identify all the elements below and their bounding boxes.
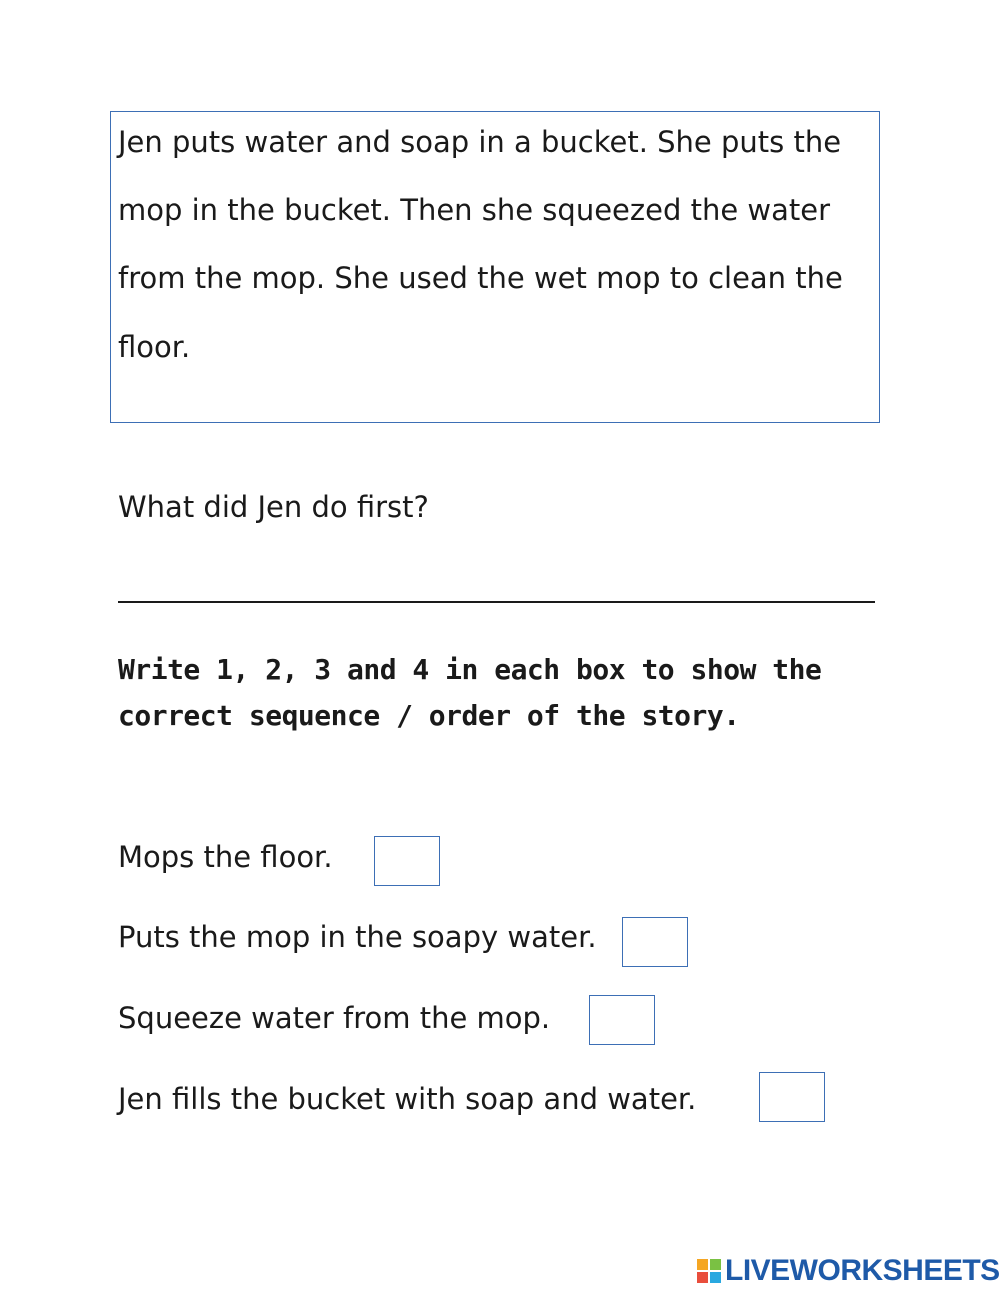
sequence-item-2-box[interactable] bbox=[622, 917, 688, 967]
liveworksheets-logo bbox=[697, 1253, 1000, 1289]
answer-line[interactable] bbox=[118, 601, 875, 603]
sequence-item-2-text: Puts the mop in the soapy water. bbox=[118, 920, 597, 954]
logo-text: LIVEWORKSHEETS bbox=[725, 1254, 1000, 1287]
sequence-item-3-text: Squeeze water from the mop. bbox=[118, 1001, 551, 1035]
liveworksheets-logo-icon bbox=[697, 1259, 721, 1283]
instruction-line-2: correct sequence / order of the story. bbox=[118, 699, 740, 732]
story-line-2: mop in the bucket. Then she squeezed the water bbox=[118, 193, 831, 227]
sequence-item-4-box[interactable] bbox=[759, 1072, 825, 1122]
story-line-1: Jen puts water and soap in a bucket. She puts the bbox=[118, 125, 842, 159]
story-line-3: from the mop. She used the wet mop to clean the bbox=[118, 261, 843, 295]
sequence-item-3-box[interactable] bbox=[589, 995, 655, 1045]
instruction-line-1: Write 1, 2, 3 and 4 in each box to show the bbox=[118, 653, 822, 686]
sequence-item-4-text: Jen fills the bucket with soap and water. bbox=[118, 1082, 697, 1116]
question-text: What did Jen do first? bbox=[118, 490, 429, 524]
sequence-item-1-text: Mops the floor. bbox=[118, 840, 333, 874]
sequence-item-1-box[interactable] bbox=[374, 836, 440, 886]
story-line-4: floor. bbox=[118, 330, 191, 364]
